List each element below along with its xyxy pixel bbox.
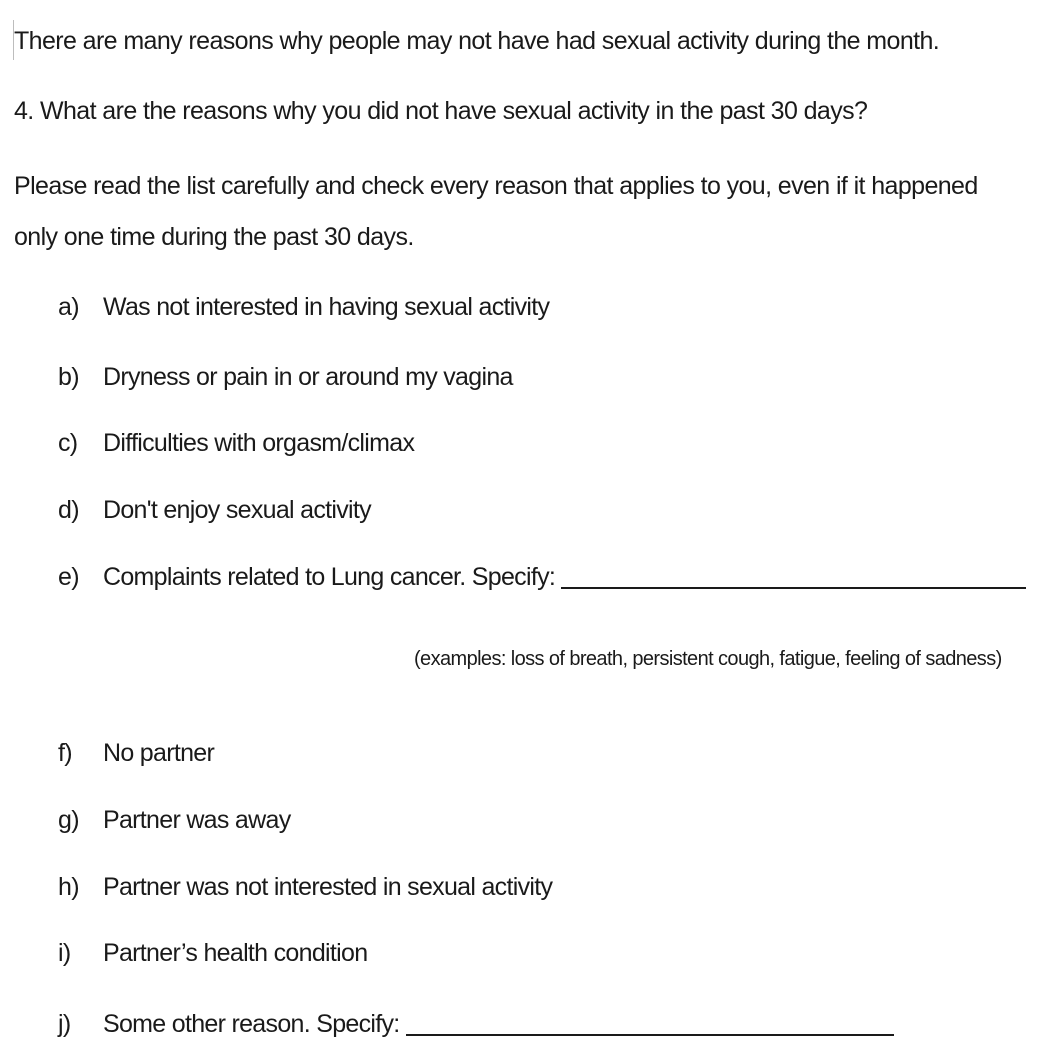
option-label: Partner was away: [103, 805, 291, 834]
option-e[interactable]: [58, 557, 1026, 597]
specify-blank-e[interactable]: [561, 567, 1026, 589]
intro-text: There are many reasons why people may not have had sexual activity during the month.: [14, 27, 940, 55]
option-letter: e): [58, 562, 79, 591]
question-text: 4. What are the reasons why you did not have sexual activity in the past 30 days?: [14, 97, 868, 125]
option-c[interactable]: [58, 423, 414, 463]
option-letter: h): [58, 872, 79, 901]
option-label: Dryness or pain in or around my vagina: [103, 362, 513, 391]
option-letter: i): [58, 938, 71, 967]
option-f[interactable]: [58, 733, 214, 773]
option-label: Partner was not interested in sexual activity: [103, 872, 553, 901]
option-label: Don't enjoy sexual activity: [103, 495, 371, 524]
option-letter: c): [58, 428, 78, 457]
instructions-line-2: only one time during the past 30 days.: [14, 223, 414, 251]
option-b[interactable]: [58, 357, 513, 397]
option-h[interactable]: [58, 867, 552, 907]
examples-note: (examples: loss of breath, persistent cough, fatigue, feeling of sadness): [414, 648, 1002, 670]
option-letter: g): [58, 805, 79, 834]
option-label: Complaints related to Lung cancer. Specify:: [103, 562, 556, 591]
option-j[interactable]: [58, 1004, 894, 1044]
instructions-line-1: Please read the list carefully and check every reason that applies to you, even if it happened: [14, 172, 978, 200]
option-label: Was not interested in having sexual activity: [103, 292, 550, 321]
option-d[interactable]: [58, 490, 371, 530]
option-letter: j): [58, 1009, 71, 1038]
option-label: No partner: [103, 738, 215, 767]
option-label: Difficulties with orgasm/climax: [103, 428, 415, 457]
option-g[interactable]: [58, 800, 291, 840]
option-letter: b): [58, 362, 79, 391]
specify-blank-j[interactable]: [406, 1014, 894, 1036]
option-letter: f): [58, 738, 72, 767]
option-a[interactable]: [58, 287, 549, 327]
option-letter: a): [58, 292, 79, 321]
option-letter: d): [58, 495, 79, 524]
option-i[interactable]: [58, 933, 367, 973]
option-label: Some other reason. Specify:: [103, 1009, 400, 1038]
option-label: Partner’s health condition: [103, 938, 368, 967]
